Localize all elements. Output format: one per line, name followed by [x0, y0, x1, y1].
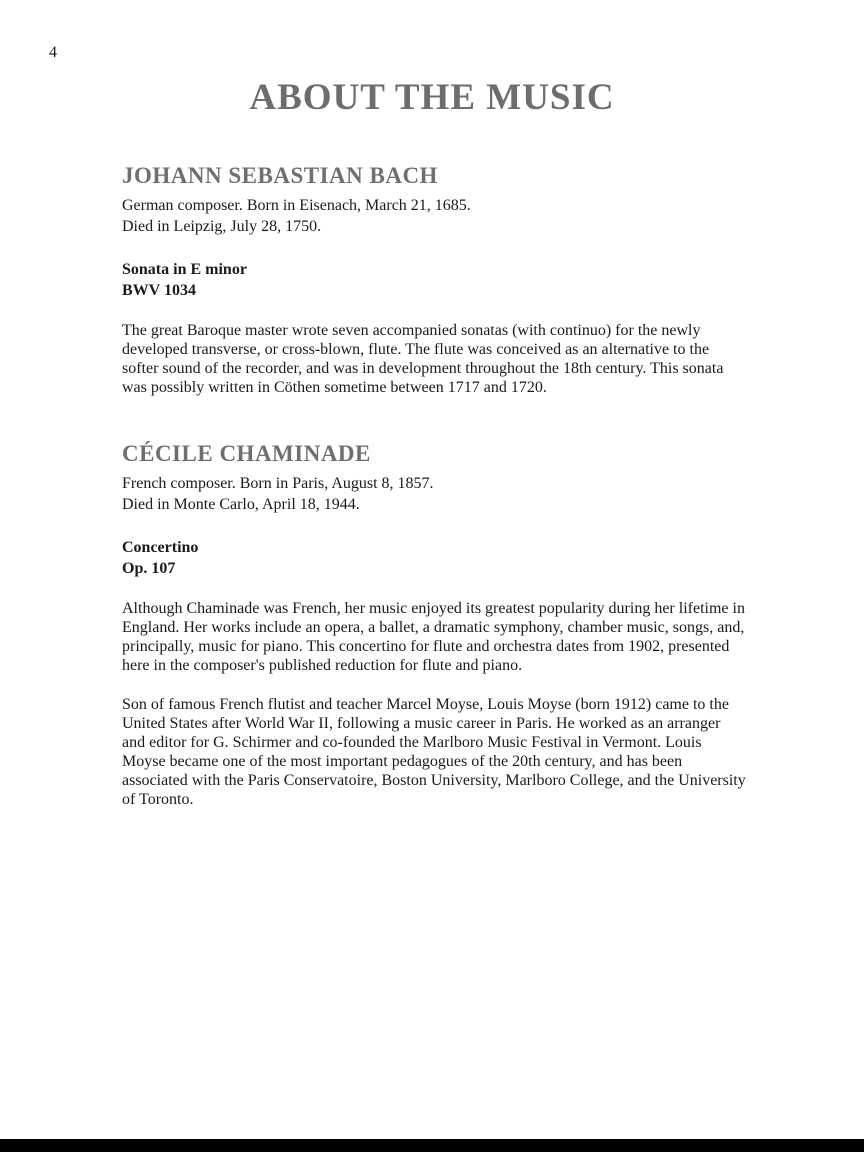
composer-bio-line: Died in Leipzig, July 28, 1750.: [122, 218, 322, 235]
composer-bio-line: Died in Monte Carlo, April 18, 1944.: [122, 496, 360, 513]
page-title: ABOUT THE MUSIC: [249, 77, 615, 118]
composer-heading: JOHANN SEBASTIAN BACH: [122, 163, 438, 188]
work-title-block: [122, 259, 746, 301]
work-title-line: BWV 1034: [122, 282, 196, 299]
program-note-paragraph: Son of famous French flutist and teacher Marcel Moyse, Louis Moyse (born 1912) came to the United States after World War II, following a music career in Paris. He worked as an arranger and editor for G. Schirmer and co-founded the Marlboro Music Festival in Vermont. Louis Moyse became one of the most important pedagogues of the 20th century, and has been associated with the Paris Conservatoire, Boston University, Marlboro College, and the University of Toronto.: [122, 696, 746, 808]
composer-section-chaminade: [122, 441, 746, 809]
program-note-paragraph: The great Baroque master wrote seven accompanied sonatas (with continuo) for the newly developed transverse, or cross-blown, flute. The flute was conceived as an alternative to the softer sound of the recorder, and was in development throughout the 18th century. This sonata was possibly written in Cöthen sometime between 1717 and 1720.: [122, 322, 724, 396]
page-bottom-border: [0, 1139, 864, 1152]
work-title-line: Concertino: [122, 539, 199, 556]
page-number: 4: [49, 44, 57, 61]
composer-heading: CÉCILE CHAMINADE: [122, 441, 371, 466]
composer-section-bach: [122, 163, 746, 397]
composer-bio-line: French composer. Born in Paris, August 8, 1857.: [122, 475, 434, 492]
work-title-line: Op. 107: [122, 560, 176, 577]
work-title-line: Sonata in E minor: [122, 261, 247, 278]
composer-bio-line: German composer. Born in Eisenach, March 21, 1685.: [122, 197, 471, 214]
page-content: [122, 163, 746, 809]
program-note-paragraph: Although Chaminade was French, her music enjoyed its greatest popularity during her lifetime in England. Her works include an opera, a ballet, a dramatic symphony, chamber music, songs, and, principally, music for piano. This concertino for flute and orchestra dates from 1902, presented here in the composer's published reduction for flute and piano.: [122, 600, 745, 674]
work-title-block: [122, 537, 746, 579]
